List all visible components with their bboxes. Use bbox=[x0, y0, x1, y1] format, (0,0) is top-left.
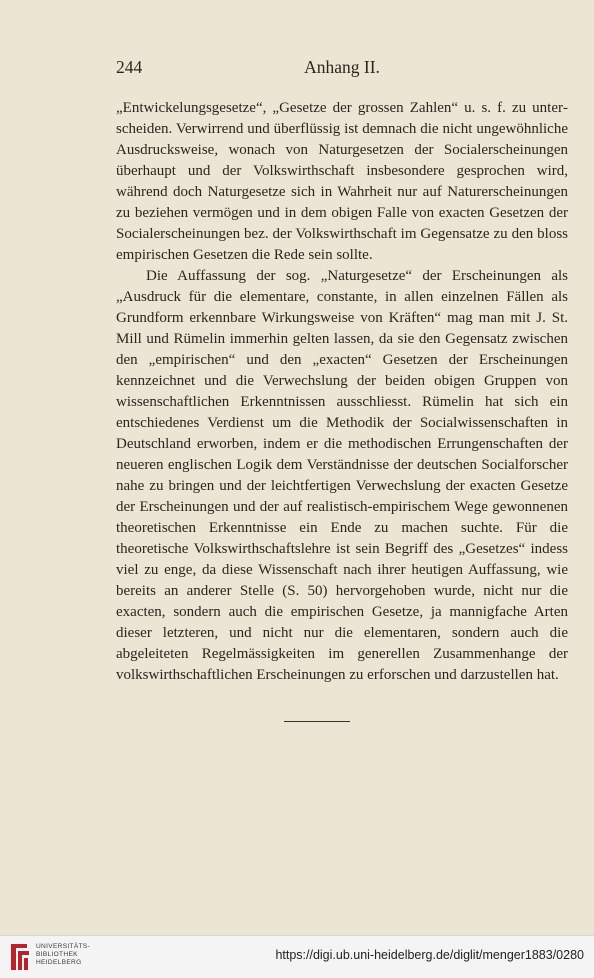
viewer-footer bbox=[0, 935, 594, 978]
section-divider bbox=[284, 721, 350, 722]
running-head: Anhang II. bbox=[304, 57, 380, 77]
page-number: 244 bbox=[116, 57, 143, 77]
page-header bbox=[116, 57, 568, 81]
university-library-logo-icon bbox=[7, 941, 33, 973]
library-name: UNIVERSITÄTS- BIBLIOTHEK HEIDELBERG bbox=[36, 943, 91, 966]
body-text bbox=[116, 98, 568, 686]
paragraph-1: „Entwickelungsgesetze“, „Gesetze der grossen Zahlen“ u. s. f. zu unterscheiden. Verwirrend und überflüssig ist demnach die nicht ungewöhnliche Ausdrucksweise, wonach von Naturgesetzen der Socialerscheinungen überhaupt und der Volkswirthschaft insbesondere gesprochen wird, während doch Naturgesetze sich in Wahrheit nur auf Naturerscheinungen zu beziehen vermögen und in dem obigen Falle von exacten Gesetzen der Socialerscheinungen bez. der Volkswirthschaft im Gegensatze zu den bloss empirischen Gesetzen die Rede sein sollte. bbox=[116, 100, 568, 263]
paragraph-2: Die Auffassung der sog. „Naturgesetze“ der Erscheinungen als „Ausdruck für die elementare, constante, in allen einzelnen Fällen als Grundform erkennbare Wirkungsweise von Kräften“ mag man mit J. St. Mill und Rümelin immerhin gelten lassen, da sie den Gegensatz zwischen den „empirischen“ und den „exacten“ Gesetzen der Erscheinungen kennzeichnet und die Verwechslung der beiden obigen Gruppen von wissenschaftlichen Erkenntnissen ausschliesst. Rümelin hat sich ein entschiedenes Verdienst um die Methodik der Socialwissenschaften in Deutschland erworben, indem er die methodischen Errungenschaften der neueren englischen Logik dem Verständnisse der deutschen Socialforscher nahe zu bringen und der leichtfertigen Verwechslung der exacten Gesetze der Erscheinungen und der auf realistisch-empirischem Wege gewonnenen theoretischen Erkenntnisse ein Ende zu machen suchte. Für die theoretische Volkswirthschaftslehre ist sein Begriff des „Gesetzes“ indess viel zu enge, da diese Wissenschaft nach ihrer heutigen Auffassung, wie bereits an anderer Stelle (S. 50) hervorgehoben wurde, nicht nur die exacten, sondern auch die empirischen Gesetze, ja mannigfache Arten dieser letzteren, und nicht nur die elementaren, sondern auch die abgeleiteten Regelmässigkeiten im generellen Zusammenhange der volkswirthschaftlichen Erscheinungen zu erforschen und darzustellen hat. bbox=[116, 268, 568, 683]
permalink-url[interactable]: https://digi.ub.uni-heidelberg.de/diglit/menger1883/0280 bbox=[275, 948, 584, 962]
